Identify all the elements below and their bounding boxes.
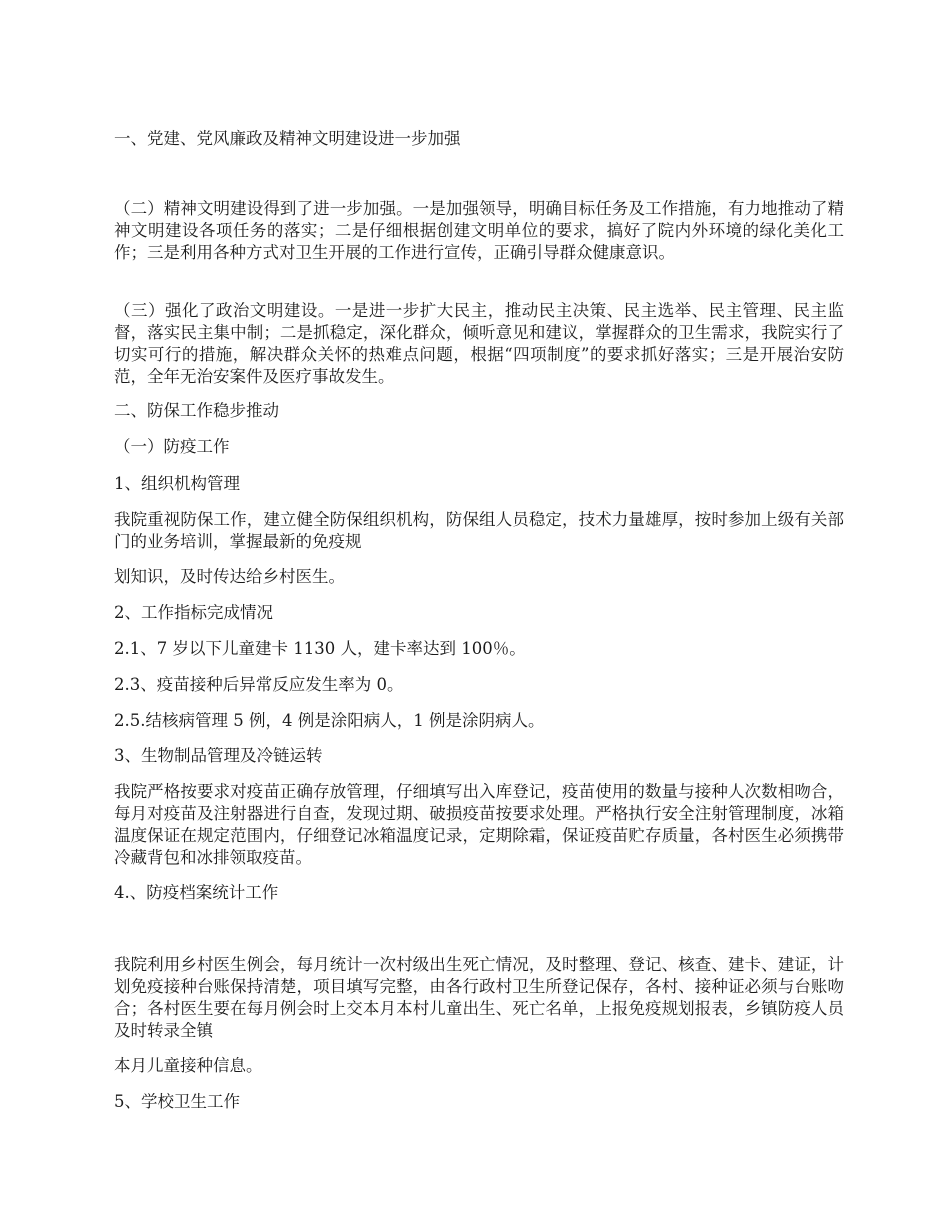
paragraph-political-civilization: （三）强化了政治文明建设。一是进一步扩大民主，推动民主决策、民主选举、民主管理、民主监督，落实民主集中制；二是抓稳定，深化群众，倾听意见和建议，掌握群众的卫生需求，我院实行了切实可行的措施，解决群众关怀的热难点问题，根据“四项制度”的要求抓好落实；三是开展治安防范，全年无治安案件及医疗事故发生。: [114, 301, 844, 386]
indicator-2-3: 2.3、疫苗接种后异常反应发生率为 0。: [114, 675, 404, 694]
indicator-2-1: 2.1、7 岁以下儿童建卡 1130 人，建卡率达到 100％。: [114, 639, 526, 658]
section-heading-prevention: 二、防保工作稳步推动: [114, 401, 279, 420]
item-heading-school-health: 5、学校卫生工作: [114, 1092, 240, 1111]
section-heading-party-building: 一、党建、党风廉政及精神文明建设进一步加强: [114, 129, 461, 148]
paragraph-archives-a: 我院利用乡村医生例会，每月统计一次村级出生死亡情况，及时整理、登记、核查、建卡、建证，计划免疫接种台账保持清楚，项目填写完整，由各行政村卫生所登记保存，各村、接种证必须与台账吻合；各村医生要在每月例会时上交本月本村儿童出生、死亡名单，上报免疫规划报表，乡镇防疫人员及时转录全镇: [114, 955, 844, 1040]
item-heading-indicators: 2、工作指标完成情况: [114, 603, 273, 622]
paragraph-archives-b: 本月儿童接种信息。: [114, 1056, 263, 1075]
item-heading-organization: 1、组织机构管理: [114, 474, 240, 493]
item-heading-biologics: 3、生物制品管理及冷链运转: [114, 746, 323, 765]
paragraph-spiritual-civilization: （二）精神文明建设得到了进一步加强。一是加强领导，明确目标任务及工作措施，有力地推动了精神文明建设各项任务的落实；二是仔细根据创建文明单位的要求，搞好了院内外环境的绿化美化工作；三是利用各种方式对卫生开展的工作进行宣传，正确引导群众健康意识。: [114, 199, 844, 262]
indicator-2-5: 2.5.结核病管理 5 例，4 例是涂阳病人，1 例是涂阴病人。: [114, 711, 545, 730]
subsection-heading-epidemic-prevention: （一）防疫工作: [114, 437, 230, 456]
item-heading-archives: 4.、防疫档案统计工作: [114, 883, 279, 902]
paragraph-organization-a: 我院重视防保工作，建立健全防保组织机构，防保组人员稳定，技术力量雄厚，按时参加上级有关部门的业务培训，掌握最新的免疫规: [114, 510, 844, 551]
paragraph-organization-b: 划知识，及时传达给乡村医生。: [114, 567, 345, 586]
paragraph-biologics: 我院严格按要求对疫苗正确存放管理，仔细填写出入库登记，疫苗使用的数量与接种人次数相吻合，每月对疫苗及注射器进行自查，发现过期、破损疫苗按要求处理。严格执行安全注射管理制度，冰箱温度保证在规定范围内，仔细登记冰箱温度记录，定期除霜，保证疫苗贮存质量，各村医生必须携带冷藏背包和冰排领取疫苗。: [114, 782, 844, 867]
